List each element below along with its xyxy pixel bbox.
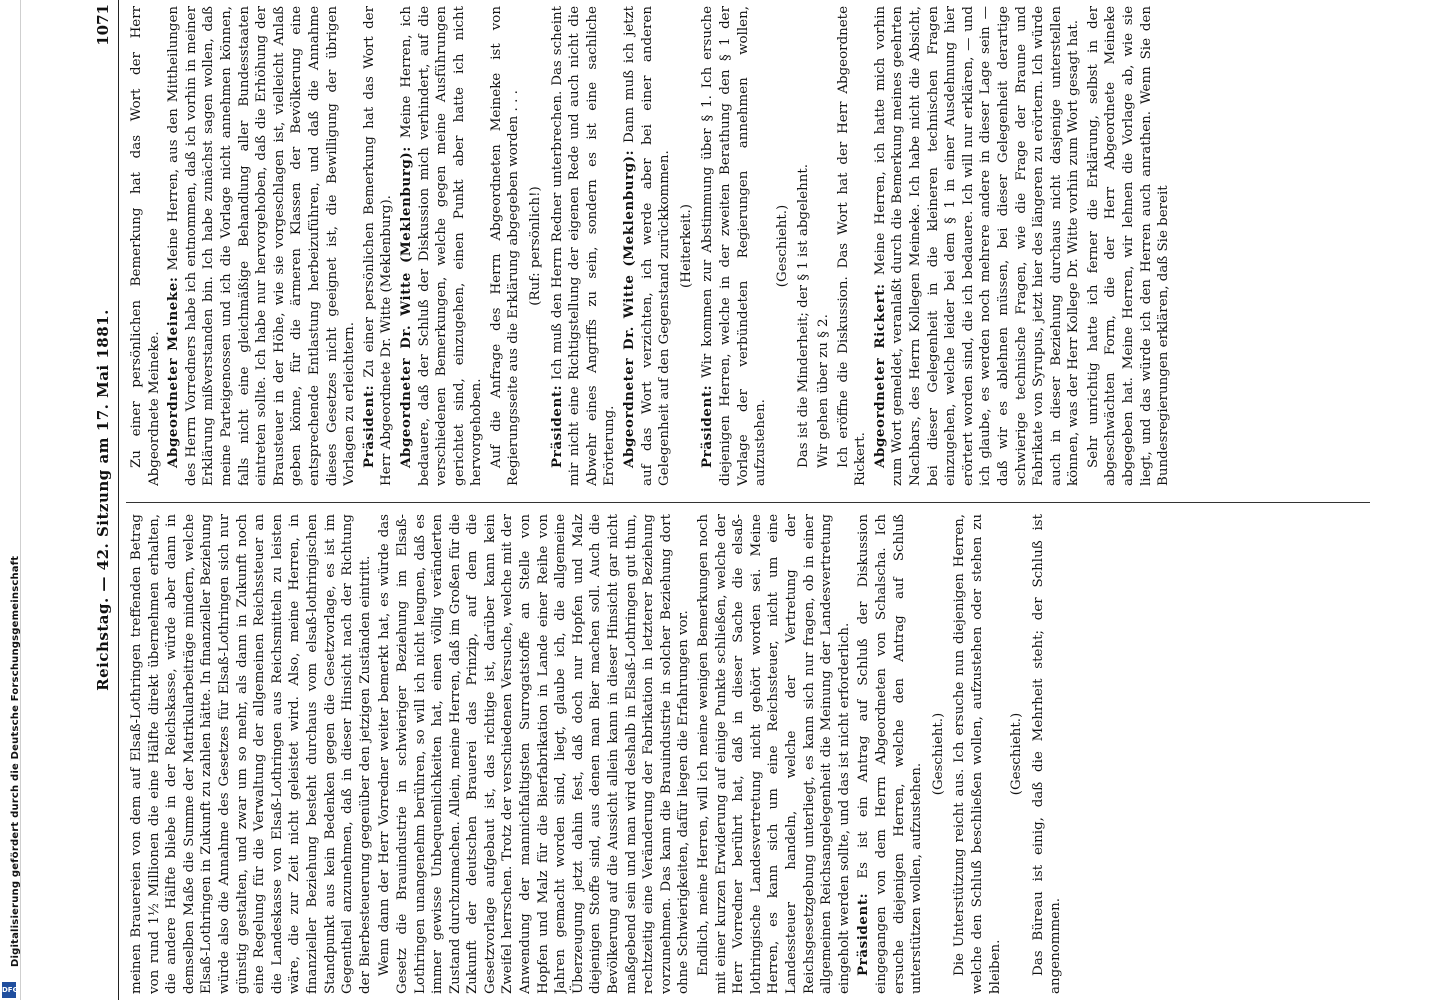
paragraph: Die Unterstützung reicht aus. Ich ersuche nun diejenigen Herren, welche den Schluß beschließen wollen, aufzustehen oder stehen zu bleiben. (952, 514, 1003, 994)
speaker-name: Abgeordneter Rickert: (871, 283, 888, 468)
speaker-name: Präsident: (699, 384, 716, 468)
speaker-name: Abgeordneter Meineke: (165, 276, 182, 468)
speaker-name: Präsident: (548, 384, 565, 468)
speech-text: Meine Herren, ich bedauere, daß der Schluß der Diskussion mich verhindert, auf die verschiedenen Bemerkungen, welche gegen meine Ausführungen gerichtet sind, einzugehen, einen Punkt aber hatte ich nicht hervorgehoben. (398, 6, 485, 486)
speaker-name: Abgeordneter Dr. Witte (Meklenburg): (621, 149, 638, 468)
stage-direction: (Geschieht.) (1009, 712, 1025, 796)
dfg-logo: DFG (2, 982, 16, 998)
page-number: 1071 (94, 4, 112, 46)
paragraph (855, 514, 925, 994)
speech-text: Ich muß den Herrn Redner unterbrechen. Das scheint mir nicht eine Richtigstellung der eigenen Rede und auch nicht die Abwehr eines Angriffs zu sein, sondern es ist eine sachliche Erörterung. (549, 6, 618, 486)
paragraph (699, 6, 769, 486)
paragraph (361, 6, 396, 486)
paragraph: Zu einer persönlichen Bemerkung hat das Wort der Herr Abgeordnete Meineke. (129, 6, 162, 486)
speech-text: Es ist ein Antrag auf Schluß der Diskussion eingegangen von dem Herrn Abgeordneten von Schalscha. Ich ersuche diejenigen Herren, welche den Antrag auf Schluß unterstützen wollen, aufzustehen. (856, 514, 925, 994)
paragraph: Wir gehen über zu § 2. (815, 314, 831, 468)
page-header (90, 0, 119, 1000)
stage-direction: (Heiterkeit.) (678, 204, 694, 288)
speaker-name: Abgeordneter Dr. Witte (Meklenburg): (397, 146, 414, 468)
paragraph: Auf die Anfrage des Herrn Abgeordneten Meineke ist von Regierungsseite aus die Erklärung abgegeben worden . . . (488, 6, 522, 486)
speech-text: Zu einer persönlichen Bemerkung hat das Wort der Herr Abgeordnete Dr. Witte (Meklenburg). (361, 6, 395, 486)
paragraph: Endlich, meine Herren, will ich meine wenigen Bemerkungen noch mit einer kurzen Erwiderung auf einige Punkte schließen, welche der Herr Vorredner berührt hat, daß in dieser Sache die elsaß-lothringische Landesvertretung nicht gehört worden sei. Meine Herren, es kann sich um eine Reichssteuer, nicht um eine Landessteuer handeln, welche der Vertretung der Reichsgesetzgebung unterliegt, es kann sich nur fragen, ob in einer allgemeinen Reichsangelegenheit die Meinung der Landesvertretung eingeholt werden sollte, und das ist nicht erforderlich. (696, 514, 852, 994)
paragraph (872, 6, 1083, 486)
paragraph (621, 6, 674, 486)
paragraph (165, 6, 359, 486)
digitization-credit-strip (0, 0, 21, 1000)
speaker-name: Präsident: (855, 892, 872, 976)
column-divider (126, 502, 1370, 503)
speech-text: Meine Herren, ich hatte mich vorhin zum Wort gemeldet, veranlaßt durch die Bemerkung meines geehrten Nachbars, des Herrn Kollegen Meineke. Ich habe nicht die Absicht, bei dieser Gelegenheit in die kleineren technischen Fragen einzugehen, welche leider bei dem § 1 in einer Ausdehnung hier erörtert worden sind, die ich bedauere. Ich will nur erklären, — und ich glaube, es werden noch mehrere andere in dieser Lage sein — daß wir es ablehnen müssen, bei dieser Gelegenheit derartige schwierige technische Fragen, wie die Frage der Braune und Fabrikate von Syrupus, jetzt hier des längeren zu erörtern. Ich würde auch in dieser Beziehung durchaus nicht dasjenige unterstellen können, was der Herr Kollege Dr. Witte vorhin zum Wort gesagt hat. (872, 6, 1082, 486)
stage-direction: (Ruf: persönlich!) (528, 186, 544, 306)
running-title: Reichstag. — 42. Sitzung am 17. Mai 1881. (94, 309, 112, 691)
paragraph: Das Büreau ist einig, daß die Mehrheit steht; der Schluß ist angenommen. (1030, 514, 1064, 994)
paragraph: Wenn dann der Herr Vorredner weiter bemerkt hat, es würde das Gesetz die Brauindustrie in schwieriger Beziehung im Elsaß-Lothringen unangenehm berühren, so will ich nicht leugnen, daß es immer gewisse Unbequemlichkeiten hat, einen völlig veränderten Zustand durchzumachen. Allein, meine Herren, daß im Großen für die Zukunft der deutschen Brauerei das Prinzip, auf dem die Gesetzvorlage aufgebaut ist, das richtige ist, darüber kann kein Zweifel herrschen. Trotz der verschiedenen Versuche, welche mit der Anwendung der mannichfaltigsten Surrogatstoffe an Stelle von Hopfen und Malz für die Bierfabrikation in Lande einer Reihe von Jahren gemacht worden sind, liegt, glaube ich, die allgemeine Überzeugung jetzt dahin fest, daß doch nur Hopfen und Malz diejenigen Stoffe sind, aus denen man Bier machen soll. Auch die Bevölkerung auf die Aussicht allein kann in dieser Hinsicht gar nicht maßgebend sein und man wird deshalb in Elsaß-Lothringen gut thun, rechtzeitig eine Veränderung der Fabrikation in letzterer Beziehung vorzunehmen. Das kann die Brauindustrie in solcher Beziehung dort ohne Schwierigkeiten, dafür liegen die Erfahrungen vor. (377, 514, 692, 994)
paragraph: Das ist die Minderheit; der § 1 ist abgelehnt. (796, 164, 812, 468)
speech-text: Meine Herren, aus den Mittheilungen des Herrn Vorredners habe ich entnommen, daß ich vorhin in meiner Erklärung mißverstanden bin. Ich habe zunächst sagen wollen, daß meine Parteigenossen und ich die Vorlage nicht annehmen können, falls nicht eine gleichmäßige Behandlung aller Bundesstaaten eintreten sollte. Ich habe nur hervorgehoben, daß die Erhöhung der Brausteuer in der Höhe, wie sie vorgeschlagen ist, vielleicht Anlaß geben könne, für die ärmeren Klassen der Bevölkerung eine entsprechende Entlastung herbeizuführen, und daß die Annahme dieses Gesetzes nicht geeignet ist, die Bewilligung der übrigen Vorlagen zu erleichtern. (166, 6, 358, 486)
paragraph (398, 6, 486, 486)
right-column (128, 6, 1368, 486)
left-column (128, 514, 1368, 994)
stage-direction: (Geschieht.) (930, 712, 946, 796)
scanned-page (90, 0, 1390, 1000)
digitization-credit-text: Digitalisierung gefördert durch die Deutsche Forschungsgemeinschaft (10, 555, 21, 967)
speaker-name: Präsident: (360, 384, 377, 468)
stage-direction: (Geschieht.) (774, 204, 790, 288)
paragraph: Sehr unrichtig hatte ich ferner die Erklärung, selbst in der abgeschwächten Form, die der Herr Abgeordnete Meineke abgegeben hat. Meine Herren, wir lehnen die Vorlage ab, wie sie liegt, und das würde ich den Herren auch anrathen. Wenn Sie den Bundesregierungen erklären, daß Sie bereit (1085, 6, 1172, 486)
paragraph: meinen Brauereien von dem auf Elsaß-Lothringen treffenden Betrag von rund 1½ Millionen die eine Hälfte direkt übernehmen erhalten, die andere Hälfte bliebe in der Reichskasse, würde aber dann in demselben Maße die Summe der Matrikularbeiträge mindern, welche Elsaß-Lothringen in Zukunft zu zahlen hätte. In finanzieller Beziehung würde also die Annahme des Gesetzes für Elsaß-Lothringen sich nur günstig gestalten, und zwar um so mehr, als dann in Zukunft noch eine Regelung für die Verwaltung der allgemeinen Reichssteuer an die Landeskasse von Elsaß-Lothringen aus Reichsmitteln zu leisten wäre, die zur Zeit nicht geleistet wird. Also, meine Herren, in finanzieller Beziehung besteht durchaus vom elsaß-lothringischen Standpunkt aus kein Bedenken gegen die Gesetzvorlage, es ist im Gegentheil anzunehmen, daß in dieser Hinsicht nach der Richtung der Bierbesteuerung gegenüber den jetzigen Zuständen eintritt. (129, 514, 373, 994)
paragraph (549, 6, 619, 486)
speech-text: Dann muß ich jetzt auf das Wort verzichten, ich werde aber bei einer anderen Gelegenheit auf den Gegenstand zurückkommen. (622, 6, 673, 486)
paragraph: Ich eröffne die Diskussion. Das Wort hat der Herr Abgeordnete Rickert. (835, 6, 869, 486)
speech-text: Wir kommen zur Abstimmung über § 1. Ich ersuche diejenigen Herren, welche in der zweiten Berathung den § 1 der Vorlage der verbündeten Regierungen annehmen wollen, aufzustehen. (700, 6, 769, 486)
